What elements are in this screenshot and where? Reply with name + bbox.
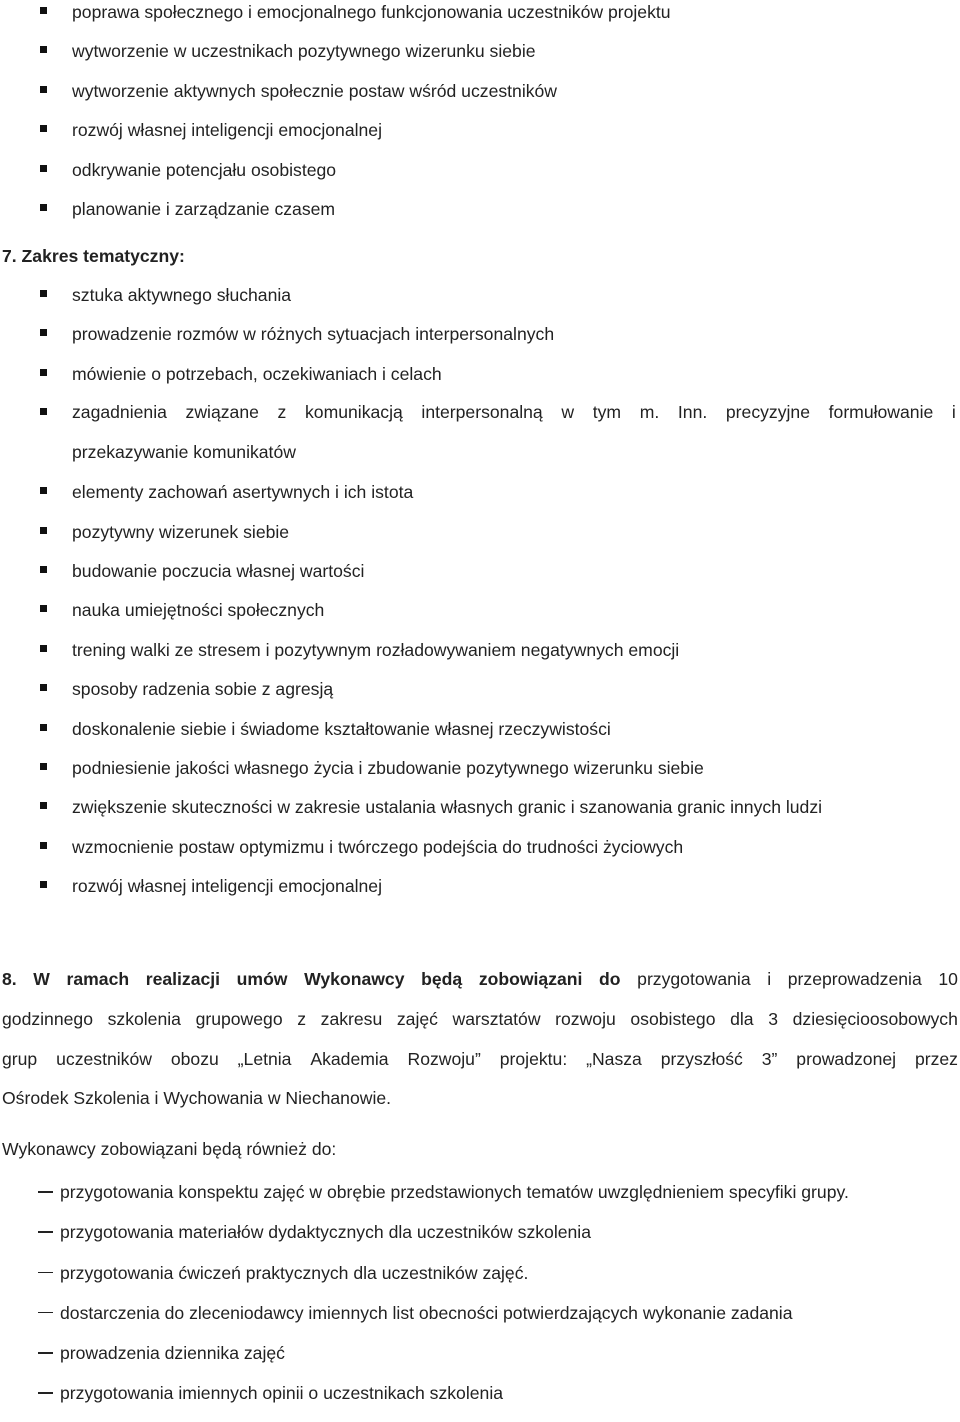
list-item: przygotowania materiałów dydaktycznych dla uczestników szkolenia bbox=[0, 1220, 960, 1260]
justified-line bbox=[72, 393, 956, 432]
word: „Nasza bbox=[586, 1048, 642, 1069]
list-item: budowanie poczucia własnej wartości bbox=[0, 559, 960, 598]
obligations-list bbox=[0, 1180, 960, 1422]
square-bullet-icon bbox=[40, 881, 47, 888]
paragraph-line bbox=[2, 1000, 958, 1040]
word: w bbox=[561, 402, 575, 423]
dash-bullet-icon bbox=[38, 1352, 53, 1354]
word: uczestników bbox=[56, 1048, 152, 1069]
word: dziesięcioosobowych bbox=[792, 1008, 958, 1029]
list-item: rozwój własnej inteligencji emocjonalnej bbox=[0, 874, 960, 913]
word: i bbox=[767, 969, 772, 989]
word: przygotowania bbox=[637, 969, 751, 989]
word: realizacji bbox=[145, 969, 221, 989]
list-item: trening walki ze stresem i pozytywnym rozładowywaniem negatywnych emocji bbox=[0, 638, 960, 677]
square-bullet-icon bbox=[40, 408, 47, 415]
word: Akademia bbox=[310, 1048, 389, 1069]
word: będą bbox=[421, 969, 463, 989]
square-bullet-icon bbox=[40, 369, 47, 376]
word: grupowego bbox=[195, 1008, 283, 1029]
word: zakresu bbox=[320, 1008, 383, 1029]
word: prowadzonej bbox=[796, 1048, 897, 1069]
list-item: zwiększenie skuteczności w zakresie ustalania własnych granic i szanowania granic innych ludzi bbox=[0, 795, 960, 834]
obligations-intro: Wykonawcy zobowiązani będą również do: bbox=[2, 1139, 337, 1159]
word: 10 bbox=[938, 969, 958, 989]
word: 3 bbox=[768, 1008, 778, 1029]
word: szkolenia bbox=[107, 1008, 181, 1029]
square-bullet-icon bbox=[40, 290, 47, 297]
word: przez bbox=[914, 1048, 958, 1069]
dash-bullet-icon bbox=[38, 1392, 53, 1394]
list-item: przygotowania konspektu zajęć w obrębie przedstawionych tematów uwzględnieniem specyfiki grupy. bbox=[0, 1180, 960, 1220]
word: warsztatów bbox=[452, 1008, 541, 1029]
list-item: prowadzenia dziennika zajęć bbox=[0, 1341, 960, 1381]
word: związane bbox=[185, 402, 259, 423]
word: przyszłość bbox=[660, 1048, 743, 1069]
square-bullet-icon bbox=[40, 329, 47, 336]
word: W bbox=[33, 969, 50, 989]
word: przeprowadzenia bbox=[787, 969, 922, 989]
square-bullet-icon bbox=[40, 487, 47, 494]
word: „Letnia bbox=[237, 1048, 292, 1069]
word: formułowanie bbox=[828, 402, 934, 423]
word: zobowiązani bbox=[478, 969, 583, 989]
word: komunikacją bbox=[304, 402, 403, 423]
list-item: planowanie i zarządzanie czasem bbox=[0, 197, 960, 236]
word: zajęć bbox=[396, 1008, 438, 1029]
word: z bbox=[297, 1008, 307, 1029]
list-item: pozytywny wizerunek siebie bbox=[0, 520, 960, 559]
square-bullet-icon bbox=[40, 763, 47, 770]
list-item: zagadnienia związane z komunikacją interpersonalną w tym m. Inn. precyzyjne formułowanie i przekazywanie komunikatów bbox=[0, 401, 960, 480]
word: zagadnienia bbox=[72, 402, 167, 423]
square-bullet-icon bbox=[40, 566, 47, 573]
word: i bbox=[951, 402, 956, 423]
square-bullet-icon bbox=[40, 802, 47, 809]
dash-bullet-icon bbox=[38, 1272, 53, 1274]
list-item: wzmocnienie postaw optymizmu i twórczego podejścia do trudności życiowych bbox=[0, 835, 960, 874]
list-item: prowadzenie rozmów w różnych sytuacjach interpersonalnych bbox=[0, 322, 960, 361]
word: dla bbox=[730, 1008, 754, 1029]
paragraph-line bbox=[2, 960, 958, 1000]
square-bullet-icon bbox=[40, 527, 47, 534]
square-bullet-icon bbox=[40, 204, 47, 211]
square-bullet-icon bbox=[40, 165, 47, 172]
list-item: sztuka aktywnego słuchania bbox=[0, 283, 960, 322]
word: do bbox=[599, 969, 621, 989]
square-bullet-icon bbox=[40, 46, 47, 53]
word: z bbox=[277, 402, 287, 423]
word: Rozwoju” bbox=[407, 1048, 481, 1069]
word: osobistego bbox=[630, 1008, 716, 1029]
section-8-paragraph bbox=[2, 960, 958, 1119]
list-item: dostarczenia do zleceniodawcy imiennych list obecności potwierdzających wykonanie zadania bbox=[0, 1301, 960, 1341]
topics-list bbox=[0, 283, 960, 913]
word: Wykonawcy bbox=[304, 969, 405, 989]
list-item: wytworzenie aktywnych społecznie postaw wśród uczestników bbox=[0, 79, 960, 118]
dash-bullet-icon bbox=[38, 1312, 53, 1314]
word: 8. bbox=[2, 969, 17, 989]
list-item: doskonalenie siebie i świadome kształtowanie własnej rzeczywistości bbox=[0, 717, 960, 756]
square-bullet-icon bbox=[40, 645, 47, 652]
word: interpersonalną bbox=[421, 402, 543, 423]
list-item: sposoby radzenia sobie z agresją bbox=[0, 677, 960, 716]
square-bullet-icon bbox=[40, 605, 47, 612]
word: grup bbox=[2, 1048, 38, 1069]
list-item: rozwój własnej inteligencji emocjonalnej bbox=[0, 118, 960, 157]
paragraph-line: Ośrodek Szkolenia i Wychowania w Niechanowie. bbox=[2, 1088, 392, 1109]
square-bullet-icon bbox=[40, 684, 47, 691]
word: 3” bbox=[761, 1048, 778, 1069]
word: rozwoju bbox=[555, 1008, 616, 1029]
list-item: elementy zachowań asertywnych i ich istota bbox=[0, 480, 960, 519]
square-bullet-icon bbox=[40, 125, 47, 132]
word: obozu bbox=[170, 1048, 219, 1069]
list-item: podniesienie jakości własnego życia i zbudowanie pozytywnego wizerunku siebie bbox=[0, 756, 960, 795]
word: umów bbox=[236, 969, 288, 989]
square-bullet-icon bbox=[40, 724, 47, 731]
word: ramach bbox=[66, 969, 130, 989]
list-item: mówienie o potrzebach, oczekiwaniach i celach bbox=[0, 362, 960, 401]
section-7-heading: 7. Zakres tematyczny: bbox=[2, 246, 185, 266]
objectives-list bbox=[0, 0, 960, 236]
word: tym bbox=[592, 402, 622, 423]
dash-bullet-icon bbox=[38, 1191, 53, 1193]
square-bullet-icon bbox=[40, 842, 47, 849]
list-item: odkrywanie potencjału osobistego bbox=[0, 158, 960, 197]
list-item: przygotowania ćwiczeń praktycznych dla uczestników zajęć. bbox=[0, 1261, 960, 1301]
square-bullet-icon bbox=[40, 86, 47, 93]
word: projektu: bbox=[499, 1048, 568, 1069]
paragraph-line bbox=[2, 1040, 958, 1080]
list-item: poprawa społecznego i emocjonalnego funkcjonowania uczestników projektu bbox=[0, 0, 960, 39]
square-bullet-icon bbox=[40, 7, 47, 14]
word: precyzyjne bbox=[725, 402, 810, 423]
word: Inn. bbox=[677, 402, 708, 423]
list-item: wytworzenie w uczestnikach pozytywnego wizerunku siebie bbox=[0, 39, 960, 78]
list-item: przygotowania imiennych opinii o uczestnikach szkolenia bbox=[0, 1381, 960, 1421]
word: m. bbox=[639, 402, 660, 423]
word: godzinnego bbox=[2, 1008, 93, 1029]
list-item: nauka umiejętności społecznych bbox=[0, 598, 960, 637]
dash-bullet-icon bbox=[38, 1231, 53, 1233]
